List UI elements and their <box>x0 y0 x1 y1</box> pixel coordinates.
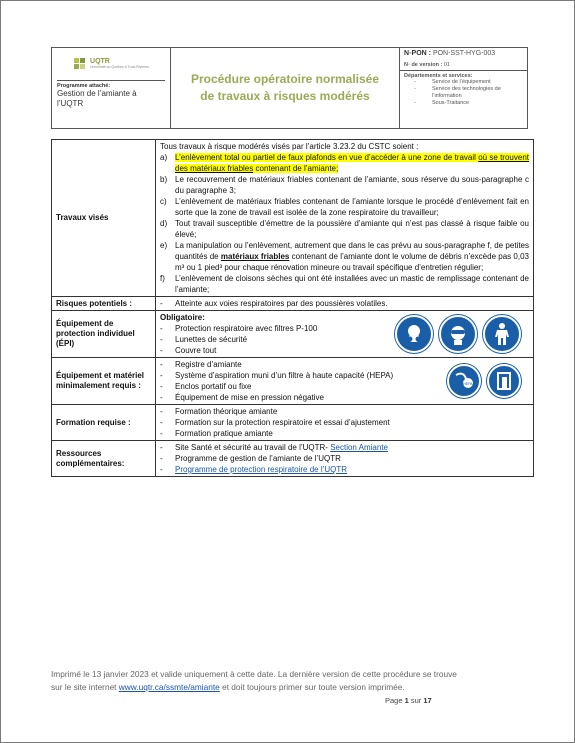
travaux-content <box>156 140 533 296</box>
item-text: L’enlèvement de cloisons sèches qui ont été installées avec un mastic de remplissage contenant de l’amiante; <box>175 274 529 294</box>
procedure-table <box>51 139 534 477</box>
version <box>400 60 527 71</box>
equipement-content <box>156 358 533 404</box>
version-label: N◦ de version : <box>404 62 443 68</box>
list-item: - Protection respiratoire avec filtres P-100 <box>160 324 318 333</box>
formation-content <box>156 405 533 440</box>
risques-label: Risques potentiels : <box>52 297 156 310</box>
list-item: - Formation théorique amiante <box>160 407 278 416</box>
list-item: - Formation sur la protection respiratoire et essai d’ajustement <box>160 418 390 427</box>
row-epi <box>52 311 533 358</box>
epi-icons <box>395 315 529 353</box>
department-item: - Sous-Traitance <box>414 100 470 106</box>
document-title <box>183 71 387 105</box>
item-marker: d) <box>160 219 168 228</box>
epi-heading: Obligatoire: <box>160 313 205 322</box>
hepa-tag: HEPA <box>463 382 473 386</box>
list-item: - Site Santé et sécurité au travail de l’UQTR- Section Amiante <box>160 443 388 452</box>
uqtr-logo <box>52 48 170 78</box>
row-travaux <box>52 140 533 297</box>
footer-website-link[interactable]: www.uqtr.ca/ssmte/amiante <box>118 682 220 692</box>
section-amiante-link[interactable]: Section Amiante <box>330 443 388 452</box>
item-marker: f) <box>160 274 165 283</box>
list-item: - Lunettes de sécurité <box>160 335 248 344</box>
departments-list <box>400 79 527 107</box>
item-marker: c) <box>160 197 167 206</box>
logo-subtitle: Université du Québec à Trois-Rivières <box>90 64 149 69</box>
department-item: - Service des technologies de l’information <box>414 86 501 99</box>
equipement-icons <box>447 364 529 398</box>
header-right <box>400 48 527 128</box>
version-value: 01 <box>443 62 450 68</box>
equipement-label: Équipement et matériel minimalement requis : <box>52 358 156 404</box>
footer-line-2: sur le site internet www.uqtr.ca/ssmte/amiante et doit toujours primer sur toute version imprimée. <box>51 682 405 692</box>
footer-line-1: Imprimé le 13 janvier 2023 et valide uniquement à cette date. La dernière version de cette procédure se trouve <box>51 669 457 679</box>
row-ressources <box>52 441 533 476</box>
list-item: - Enclos portatif ou fixe <box>160 382 252 391</box>
travaux-label: Travaux visés <box>52 140 156 296</box>
travaux-item <box>160 152 529 174</box>
enclosure-icon <box>487 364 521 398</box>
travaux-item <box>160 240 529 273</box>
item-text: Tout travail susceptible d’émettre de la poussière d’amiante qui n’est pas classé à risque faible ou élevé; <box>175 219 529 239</box>
program-label: Programme attaché: <box>57 80 165 89</box>
ressources-label: Ressources complémentaires: <box>52 441 156 476</box>
respirator-icon <box>395 315 433 353</box>
item-text: Le recouvrement de matériaux friables contenant de l’amiante, sous réserve du sous-paragraphe c du paragraphe 3; <box>175 175 529 195</box>
item-text: L’enlèvement de matériaux friables contenant de l’amiante lorsque le procédé d’enlèvement fait en sorte que la zone de travail est isolée de la zone respiratoire du travailleur; <box>175 197 529 217</box>
list-item: - Atteinte aux voies respiratoires par des poussières volatiles. <box>160 299 388 308</box>
npon-value: PON-SST-HYG-003 <box>432 50 496 57</box>
epi-content <box>156 311 533 357</box>
ressources-content <box>156 441 533 476</box>
list-item: - Programme de protection respiratoire de l’UQTR <box>160 465 348 474</box>
item-marker: a) <box>160 153 168 162</box>
list-item: - Formation pratique amiante <box>160 429 273 438</box>
travaux-item <box>160 273 529 295</box>
header-title-box <box>171 48 400 128</box>
row-risques <box>52 297 533 311</box>
travaux-intro: Tous travaux à risque modérés visés par l’article 3.23.2 du CSTC soient : <box>160 142 419 151</box>
logo-text: UQTR <box>90 57 110 65</box>
npon-label: N◦PON : <box>404 50 431 57</box>
uqtr-logo-icon <box>73 56 87 70</box>
npon <box>400 48 527 60</box>
row-equipement <box>52 358 533 405</box>
department-item: - Service de l’équipement <box>414 79 491 85</box>
list-item: - Système d’aspiration muni d’un filtre à haute capacité (HEPA) <box>160 371 394 380</box>
item-text: La manipulation ou l’enlèvement, autrement que dans le cas prévu au sous-paragraphe f, de petites quantités de matériaux friables contenant de l’amiante dont le volume de débris n’excède pas 0,03 m³ ou 1 pied³ pour chaque rénovation mineure ou travail spécifique d’entretien régulier; <box>175 241 529 272</box>
departments-label: Départements et services: <box>404 73 473 79</box>
risques-content <box>156 297 533 310</box>
program-value: Gestion de l’amiante à l’UQTR <box>57 89 137 108</box>
travaux-item <box>160 196 529 218</box>
footer-note <box>51 668 521 694</box>
title-line-2: de travaux à risques modérés <box>200 89 370 103</box>
list-item: - Équipement de mise en pression négative <box>160 393 324 402</box>
travaux-item <box>160 174 529 196</box>
item-marker: b) <box>160 175 168 184</box>
row-formation <box>52 405 533 441</box>
safety-glasses-icon <box>439 315 477 353</box>
travaux-item <box>160 218 529 240</box>
programme-protection-link[interactable]: Programme de protection respiratoire de l’UQTR <box>175 465 348 474</box>
list-item: - Couvre tout <box>160 346 217 355</box>
item-text: L’enlèvement total ou partiel de faux plafonds en vue d’accéder à une zone de travail où se trouvent des matériaux friables contenant de l’amiante; <box>175 153 529 173</box>
list-item: - Programme de gestion de l’amiante de l’UQTR <box>160 454 341 463</box>
document-header <box>51 47 528 129</box>
epi-label: Équipement de protection individuel (ÉPI) <box>52 311 156 357</box>
item-marker: e) <box>160 241 168 250</box>
title-line-1: Procédure opératoire normalisée <box>190 72 380 86</box>
coverall-icon <box>483 315 521 353</box>
formation-label: Formation requise : <box>52 405 156 440</box>
page-number: Page 1 sur 17 <box>385 696 432 705</box>
travaux-list <box>160 152 529 295</box>
list-item: - Registre d’amiante <box>160 360 242 369</box>
header-left <box>52 48 171 128</box>
hepa-vacuum-icon <box>447 364 481 398</box>
